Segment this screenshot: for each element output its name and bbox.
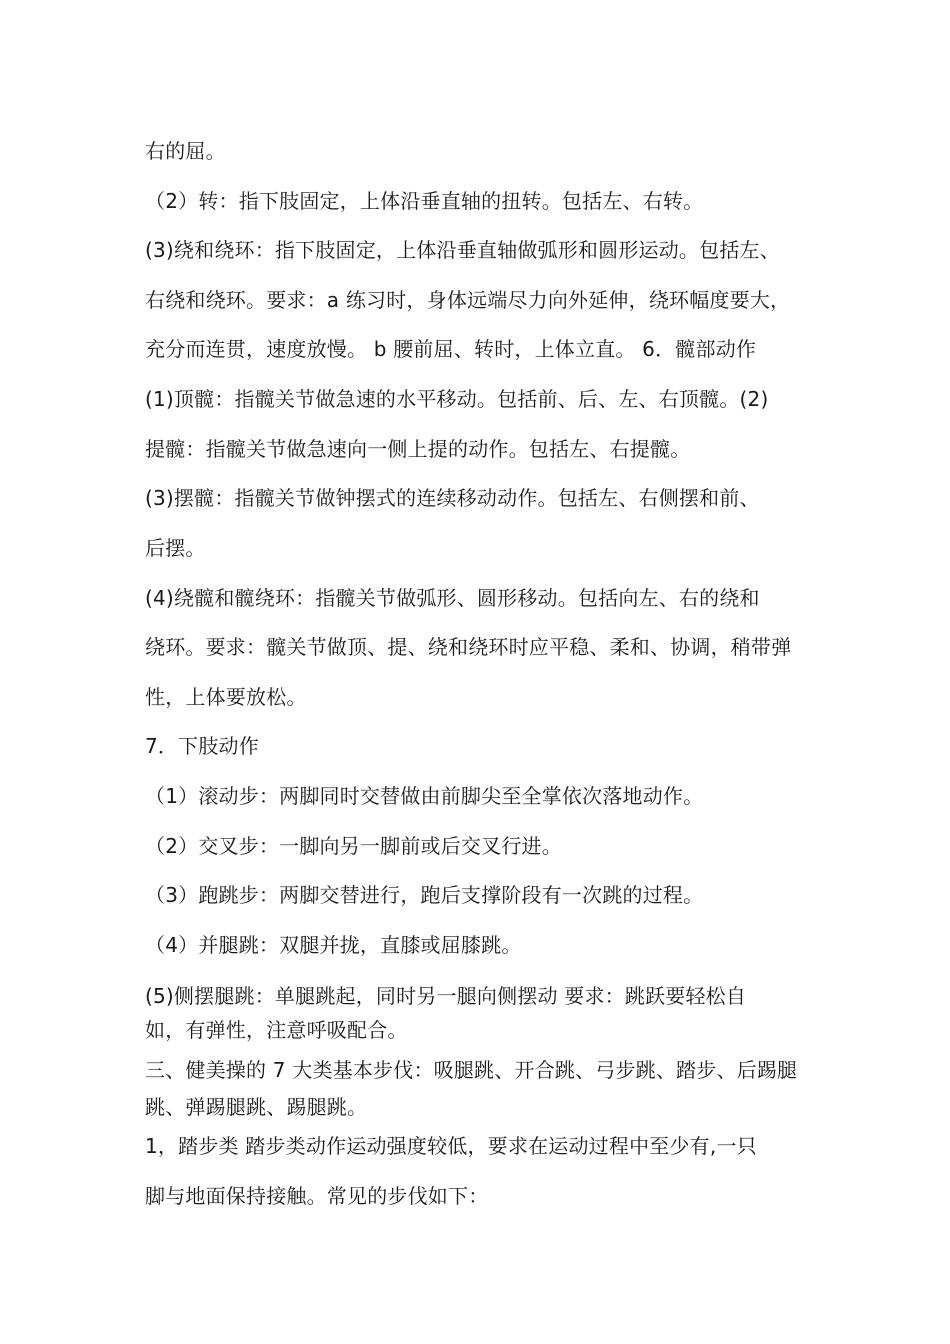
- text-line: (4)绕髋和髋绕环：指髋关节做弧形、圆形移动。包括向左、右的绕和: [145, 586, 760, 610]
- text-line: 如，有弹性，注意呼吸配合。: [145, 1018, 408, 1042]
- text-line: (3)绕和绕环：指下肢固定，上体沿垂直轴做弧形和圆形运动。包括左、: [145, 238, 780, 262]
- text-line: 后摆。: [145, 536, 206, 560]
- text-line: （2）交叉步：一脚向另一脚前或后交叉行进。: [145, 834, 562, 858]
- text-line: (1)顶髋：指髋关节做急速的水平移动。包括前、后、左、右顶髋。(2): [145, 387, 769, 411]
- text-line: (3)摆髋：指髋关节做钟摆式的连续移动动作。包括左、右侧摆和前、: [145, 486, 760, 510]
- section-heading: 三、健美操的 7 大类基本步伐：吸腿跳、开合跳、弓步跳、踏步、后踢腿: [145, 1058, 798, 1082]
- text-line: 绕环。要求：髋关节做顶、提、绕和绕环时应平稳、柔和、协调，稍带弹: [145, 635, 792, 659]
- text-line: 性，上体要放松。: [145, 685, 307, 709]
- text-line: （4）并腿跳：双腿并拢，直膝或屈膝跳。: [145, 933, 522, 957]
- text-line: 提髋：指髋关节做急速向一侧上提的动作。包括左、右提髋。: [145, 437, 691, 461]
- text-line: 1，踏步类 踏步类动作运动强度较低，要求在运动过程中至少有,一只: [145, 1134, 757, 1158]
- text-line: 右绕和绕环。要求：a 练习时，身体远端尽力向外延伸，绕环幅度要大，: [145, 288, 791, 312]
- text-line: 跳、弹踢腿跳、踢腿跳。: [145, 1095, 368, 1119]
- section-heading: 7．下肢动作: [145, 734, 259, 758]
- text-line: 右的屈。: [145, 139, 226, 163]
- text-line: （3）跑跳步：两脚交替进行，跑后支撑阶段有一次跳的过程。: [145, 883, 704, 907]
- text-line: (5)侧摆腿跳：单腿跳起，同时另一腿向侧摆动 要求：跳跃要轻松自: [145, 984, 747, 1008]
- text-line: 脚与地面保持接触。常见的步伐如下：: [145, 1184, 489, 1208]
- text-line: （1）滚动步：两脚同时交替做由前脚尖至全掌依次落地动作。: [145, 784, 704, 808]
- text-line: 充分而连贯，速度放慢。 b 腰前屈、转时，上体立直。 6．髋部动作: [145, 337, 757, 361]
- text-line: （2）转：指下肢固定，上体沿垂直轴的扭转。包括左、右转。: [145, 189, 704, 213]
